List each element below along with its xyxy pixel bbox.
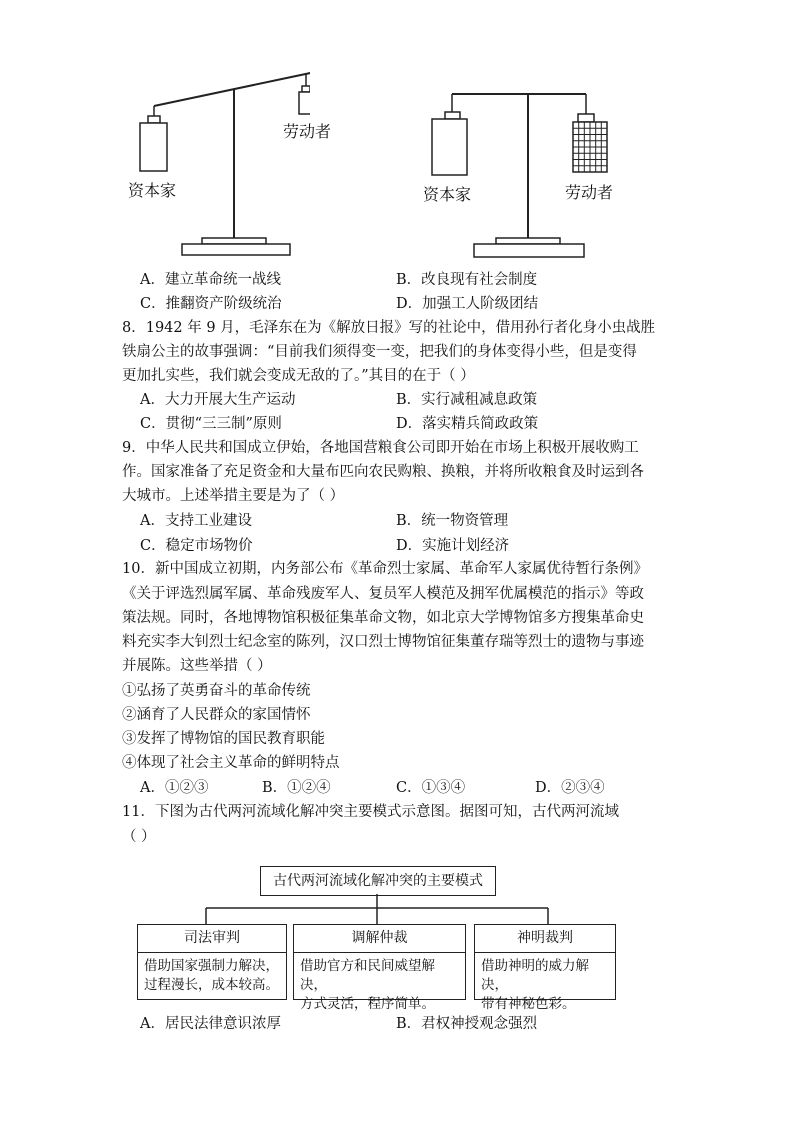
q9-option-d[interactable]: D．实施计划经济 bbox=[396, 538, 510, 554]
q10-stem-line-3: 策法规。同时，各地博物馆积极征集革命文物，如北京大学博物馆多方搜集革命史 bbox=[122, 610, 644, 626]
diagram-title-box bbox=[260, 866, 496, 896]
box-mediation-body-2: 方式灵活，程序简单。 bbox=[300, 996, 435, 1012]
q7-option-b[interactable]: B．改良现有社会制度 bbox=[396, 272, 538, 288]
scale-figure-right bbox=[420, 84, 620, 264]
q7-option-d[interactable]: D．加强工人阶级团结 bbox=[396, 296, 539, 312]
q10-item-2: ②涵育了人民群众的家国情怀 bbox=[122, 707, 311, 723]
q11-option-b[interactable]: B．君权神授观念强烈 bbox=[396, 1016, 538, 1032]
diagram-title: 古代两河流域化解冲突的主要模式 bbox=[273, 873, 483, 889]
box-judicial-head: 司法审判 bbox=[138, 925, 286, 953]
box-mediation-body-1: 借助官方和民间威望解决， bbox=[300, 958, 435, 993]
q10-item-1: ①弘扬了英勇奋斗的革命传统 bbox=[122, 683, 311, 699]
q9-stem-line-1: 9．中华人民共和国成立伊始，各地国营粮食公司即开始在市场上积极开展收购工 bbox=[122, 440, 639, 456]
diagram-box-ordeal bbox=[474, 924, 616, 1012]
diagram-connectors bbox=[130, 894, 560, 926]
q9-stem-line-2: 作。国家准备了充足资金和大量布匹向农民购粮、换粮，并将所收粮食及时运到各 bbox=[122, 464, 644, 480]
q10-stem-line-5: 并展陈。这些举措（ ） bbox=[122, 658, 272, 674]
box-ordeal-body-2: 带有神秘色彩。 bbox=[481, 996, 576, 1012]
q10-stem-line-1: 10．新中国成立初期，内务部公布《革命烈士家属、革命军人家属优待暂行条例》 bbox=[122, 561, 648, 577]
q11-option-a[interactable]: A．居民法律意识浓厚 bbox=[140, 1016, 281, 1032]
q8-stem-line-3: 更加扎实些，我们就会变成无敌的了。”其目的在于（ ） bbox=[122, 368, 475, 384]
q9-option-a[interactable]: A．支持工业建设 bbox=[140, 513, 252, 529]
q10-item-4: ④体现了社会主义革命的鲜明特点 bbox=[122, 755, 340, 771]
q10-option-a[interactable]: A．①②③ bbox=[140, 780, 209, 796]
q7-option-a[interactable]: A．建立革命统一战线 bbox=[140, 272, 281, 288]
box-mediation-head: 调解仲裁 bbox=[294, 925, 465, 953]
box-ordeal-head: 神明裁判 bbox=[475, 925, 615, 953]
q8-option-b[interactable]: B．实行减租减息政策 bbox=[396, 392, 538, 408]
q10-option-d[interactable]: D．②③④ bbox=[535, 780, 605, 796]
q10-stem-line-4: 料充实李大钊烈士纪念室的陈列，汉口烈士博物馆征集董存瑞等烈士的遗物与事迹 bbox=[122, 634, 644, 650]
worker-weight-grid bbox=[573, 122, 607, 172]
figure2-left-label: 资本家 bbox=[423, 185, 472, 204]
q8-stem-line-1: 8．1942 年 9 月，毛泽东在为《解放日报》写的社论中，借用孙行者化身小虫战胜 bbox=[122, 320, 656, 336]
diagram-box-mediation bbox=[293, 924, 466, 1012]
figure2-right-label: 劳动者 bbox=[565, 183, 614, 202]
figure1-right-label: 劳动者 bbox=[283, 122, 332, 141]
diagram-box-judicial bbox=[137, 924, 287, 1000]
q10-item-3: ③发挥了博物馆的国民教育职能 bbox=[122, 731, 325, 747]
q11-stem-line-1: 11．下图为古代两河流域化解冲突主要模式示意图。据图可知，古代两河流域 bbox=[122, 804, 619, 820]
q9-option-c[interactable]: C．稳定市场物价 bbox=[140, 538, 253, 554]
capitalist-weight-2 bbox=[432, 119, 467, 175]
q9-option-b[interactable]: B．统一物资管理 bbox=[396, 513, 509, 529]
figure1-left-label: 资本家 bbox=[128, 181, 177, 200]
box-judicial-body-1: 借助国家强制力解决， bbox=[144, 958, 279, 974]
q8-stem-line-2: 铁扇公主的故事强调：“目前我们须得变一变，把我们的身体变得小些，但是变得 bbox=[122, 344, 637, 360]
q9-stem-line-3: 大城市。上述举措主要是为了（ ） bbox=[122, 488, 345, 504]
box-judicial-body-2: 过程漫长，成本较高。 bbox=[144, 977, 279, 993]
q10-stem-line-2: 《关于评选烈属军属、革命残废军人、复员军人模范及拥军优属模范的指示》等政 bbox=[122, 586, 644, 602]
box-ordeal-body-1: 借助神明的威力解决， bbox=[481, 958, 589, 993]
q11-stem-line-2: （ ） bbox=[122, 829, 156, 845]
q8-option-d[interactable]: D．落实精兵简政政策 bbox=[396, 416, 539, 432]
q10-option-c[interactable]: C．①③④ bbox=[396, 780, 466, 796]
q8-option-a[interactable]: A．大力开展大生产运动 bbox=[140, 392, 296, 408]
q7-option-c[interactable]: C．推翻资产阶级统治 bbox=[140, 296, 282, 312]
q8-option-c[interactable]: C．贯彻“三三制”原则 bbox=[140, 416, 282, 432]
q10-option-b[interactable]: B．①②④ bbox=[262, 780, 331, 796]
